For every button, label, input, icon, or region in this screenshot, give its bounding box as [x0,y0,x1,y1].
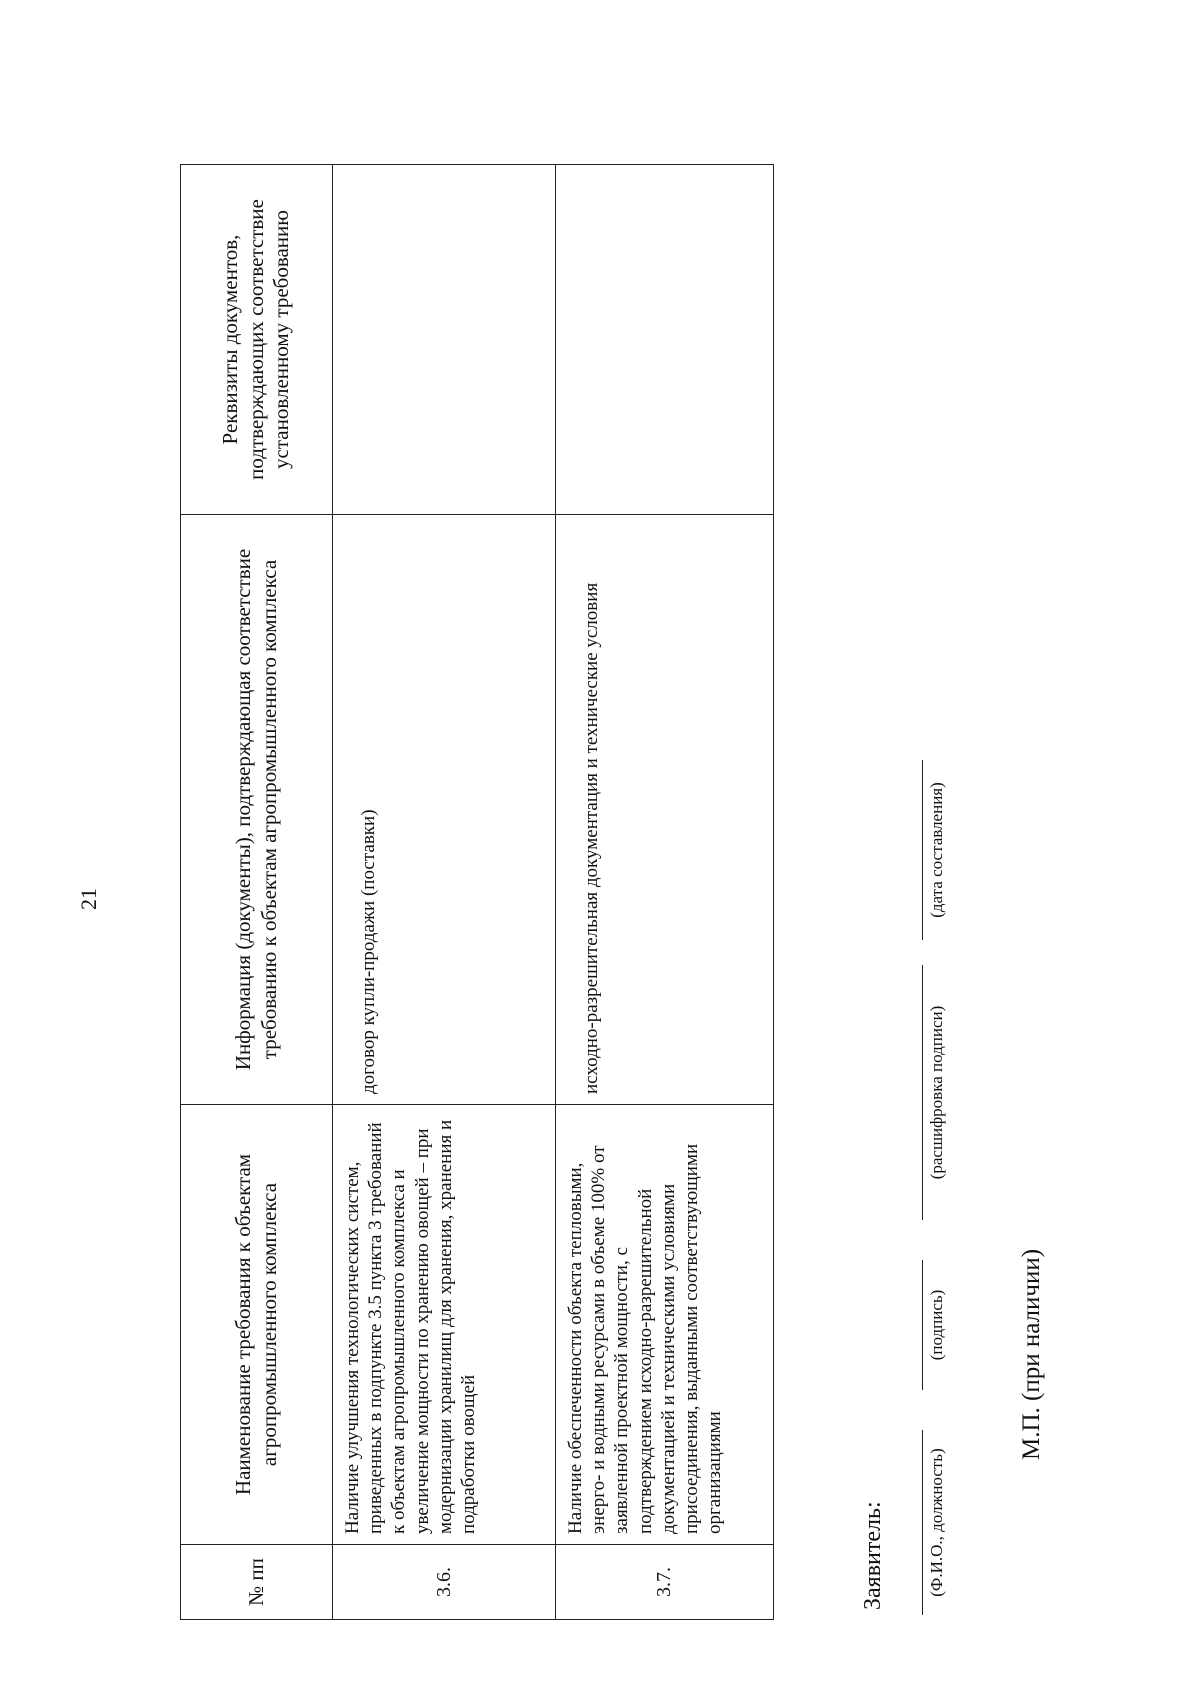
header-number: № пп [181,1545,333,1620]
table-header-row [181,165,333,1620]
row-details [556,165,774,515]
header-info: Информация (документы), подтверждающая соответствие требованию к объектам агропромышленного комплекса [181,515,333,1105]
row-info: исходно-разрешительная документация и технические условия [556,515,774,1105]
requirements-table [180,164,774,1620]
table-row [333,165,556,1620]
row-details [333,165,556,515]
date-caption: (дата составления) [922,760,947,940]
rotated-page [40,120,1140,1660]
applicant-label: Заявитель: [860,1501,886,1610]
row-number: 3.7. [556,1545,774,1620]
stamp-label: М.П. (при наличии) [1018,1248,1045,1460]
page-number: 21 [76,888,101,910]
row-requirement: Наличие улучшения технологических систем, приведенных в подпункте 3.5 пункта 3 требований к объектам агропромышленного комплекса и увеличение мощности по хранению овощей – при модернизации хранилищ для хранения, хранения и подработки овощей [333,1105,556,1545]
header-details: Реквизиты документов, подтверждающих соответствие установленному требованию [181,165,333,515]
row-requirement: Наличие обеспеченности объекта тепловыми, энерго- и водными ресурсами в объеме 100% от заявленной проектной мощности, с подтверждением исходно-разрешительной документацией и техническими условиями присоединения, выданными соответствующими организациями [556,1105,774,1545]
row-number: 3.6. [333,1545,556,1620]
row-info: договор купли-продажи (поставки) [333,515,556,1105]
signature-decoding-caption: (расшифровка подписи) [922,965,947,1220]
signature-caption: (подпись) [922,1260,947,1390]
header-requirement: Наименование требования к объектам агропромышленного комплекса [181,1105,333,1545]
table-row [556,165,774,1620]
name-position-caption: (Ф.И.О., должность) [922,1430,947,1615]
